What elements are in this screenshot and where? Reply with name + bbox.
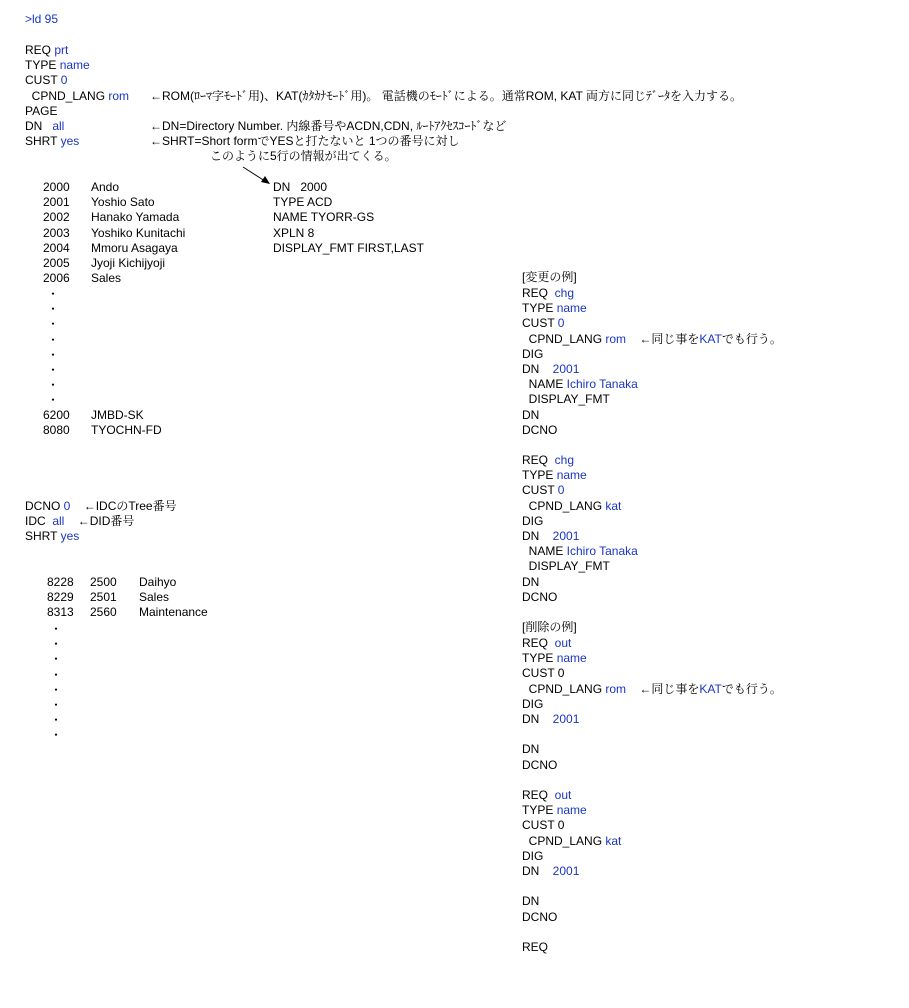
dcno-line <box>25 514 134 529</box>
ellipsis-dot: ・ <box>50 652 63 667</box>
dcno-note: ←DID番号 <box>64 514 135 529</box>
ellipsis-dot: ・ <box>47 332 60 347</box>
ellipsis-dot: ・ <box>50 713 63 728</box>
dn-name: Yoshiko Kunitachi <box>91 225 186 240</box>
ellipsis-dot: ・ <box>47 347 60 362</box>
del-kat-line <box>522 894 539 909</box>
command-line: >ld 95 <box>25 12 59 26</box>
chg-rom-keyword: DN <box>522 362 553 376</box>
ellipsis-dot: ・ <box>47 363 60 377</box>
chg-kat-line <box>522 590 557 605</box>
del-rom-value: 2001 <box>552 712 580 726</box>
chg-kat-value: name <box>556 468 587 483</box>
del-kat-keyword: DN <box>522 864 553 878</box>
prt-value: 0 <box>60 73 68 88</box>
del-rom-line <box>522 682 782 697</box>
prt-value: rom <box>108 88 130 103</box>
del-kat-line <box>522 818 564 833</box>
ellipsis-dot: ・ <box>47 302 60 317</box>
del-rom-line <box>522 636 571 651</box>
chg-rom-keyword: CPND_LANG <box>522 331 606 346</box>
del-rom-keyword: DIG <box>522 696 544 711</box>
del-kat-line <box>522 849 543 864</box>
chg-kat-keyword: DN <box>522 574 540 589</box>
del-rom-keyword: DN <box>522 742 540 757</box>
del-rom-line <box>522 666 564 681</box>
del-rom-note: ←同じ事を <box>626 681 700 696</box>
idc-name: Daihyo <box>139 575 177 589</box>
dn-number: 2006 <box>43 271 70 286</box>
dn-number: 2004 <box>43 240 70 255</box>
delete-example-title: [削除の例] <box>522 620 577 634</box>
ellipsis-dot: ・ <box>50 637 63 652</box>
chg-kat-value: Ichiro Tanaka <box>566 544 638 559</box>
prt-value: name <box>59 58 90 73</box>
change-example-title: [変更の例] <box>522 270 577 284</box>
dcno-value: all <box>52 514 65 529</box>
chg-rom-value: 0 <box>557 316 565 331</box>
dcno-note: ←IDCのTree番号 <box>70 499 177 513</box>
ellipsis-dot: ・ <box>50 728 63 743</box>
prt-line <box>25 73 67 88</box>
chg-rom-keyword: REQ <box>522 286 555 300</box>
dcno-keyword: DCNO <box>25 499 64 513</box>
chg-kat-line <box>522 575 539 590</box>
chg-rom-keyword: DN <box>522 407 540 422</box>
chg-rom-line <box>522 316 564 331</box>
prt-keyword: REQ <box>25 43 55 57</box>
chg-kat-value: kat <box>605 498 622 513</box>
idc-name: Sales <box>139 590 170 605</box>
note-cpnd-lang: ←ROM(ﾛｰﾏ字ﾓｰﾄﾞ用)、KAT(ｶﾀｶﾅﾓｰﾄﾞ用)。 電話機のﾓｰﾄﾞによる。通常ROM, KAT 両方に同じﾃﾞｰﾀを入力する。 <box>150 89 742 103</box>
dn-name: Sales <box>91 271 122 286</box>
dcno-line <box>25 529 79 544</box>
chg-kat-line <box>522 499 621 514</box>
dcno-line <box>25 499 177 514</box>
chg-rom-line <box>522 362 579 377</box>
del-kat-keyword: REQ <box>522 788 555 802</box>
idc-number: 8313 <box>47 605 74 620</box>
dn-number: 2003 <box>43 225 70 240</box>
dn-name: Mmoru Asagaya <box>91 240 178 255</box>
dn-name: Yoshio Sato <box>91 195 155 210</box>
prt-line <box>25 134 79 149</box>
chg-kat-line <box>522 514 543 529</box>
ellipsis-dot: ・ <box>47 287 60 301</box>
del-kat-line <box>522 940 548 955</box>
del-kat-line <box>522 864 579 879</box>
dcno-keyword: SHRT <box>25 529 61 544</box>
chg-rom-line <box>522 377 638 392</box>
chg-rom-keyword: DISPLAY_FMT <box>522 392 610 407</box>
del-rom-value: name <box>556 651 587 666</box>
chg-rom-line <box>522 423 557 438</box>
prt-line <box>25 119 64 134</box>
chg-rom-line <box>522 286 574 301</box>
chg-rom-line <box>522 392 610 407</box>
del-rom-line <box>522 697 543 712</box>
chg-rom-note-tail: でも行う。 <box>721 331 782 346</box>
del-kat-line <box>522 910 557 925</box>
dn-number: 6200 <box>43 408 70 422</box>
del-rom-keyword: CUST 0 <box>522 666 565 681</box>
chg-rom-line <box>522 332 782 347</box>
del-rom-line <box>522 742 539 757</box>
del-kat-keyword: DCNO <box>522 909 558 924</box>
dn-name: Hanako Yamada <box>91 210 180 225</box>
del-kat-value: 2001 <box>552 864 580 878</box>
del-rom-keyword: CPND_LANG <box>522 681 606 696</box>
del-kat-value: name <box>556 803 587 818</box>
chg-kat-keyword: TYPE <box>522 468 557 483</box>
del-kat-keyword: REQ <box>522 940 549 954</box>
chg-kat-line <box>522 483 564 498</box>
chg-kat-line <box>522 453 574 468</box>
dn-name: JMBD-SK <box>91 408 144 422</box>
del-rom-keyword: REQ <box>522 636 555 650</box>
dn-name: Ando <box>91 180 120 194</box>
prt-keyword: DN <box>25 119 53 133</box>
del-kat-value: kat <box>605 833 622 848</box>
prt-keyword: CPND_LANG <box>25 88 109 103</box>
chg-kat-line <box>522 544 638 559</box>
prt-line <box>25 58 90 73</box>
idc-number: 8228 <box>47 575 74 589</box>
idc-dn: 2501 <box>90 590 117 605</box>
chg-kat-keyword: DIG <box>522 513 544 528</box>
chg-rom-note-highlight: KAT <box>699 331 722 346</box>
del-rom-line <box>522 758 557 773</box>
chg-kat-value: 0 <box>557 483 565 498</box>
idc-dn: 2560 <box>90 605 117 620</box>
idc-name: Maintenance <box>139 605 208 620</box>
del-rom-value: rom <box>605 681 627 696</box>
ellipsis-dot: ・ <box>47 317 60 332</box>
chg-rom-note: ←同じ事を <box>626 331 700 346</box>
prt-value: prt <box>54 43 69 57</box>
dcno-value: 0 <box>63 499 71 513</box>
dcno-value: yes <box>60 529 80 544</box>
chg-rom-keyword: DIG <box>522 346 544 361</box>
chg-rom-line <box>522 347 543 362</box>
prt-line <box>25 104 57 119</box>
dn-number: 2005 <box>43 256 70 270</box>
dn-number: 2000 <box>43 180 70 194</box>
dcno-keyword: IDC <box>25 514 53 529</box>
prt-value: yes <box>60 134 80 149</box>
del-kat-keyword: CUST 0 <box>522 818 565 833</box>
del-rom-keyword: DN <box>522 712 553 726</box>
ellipsis-dot: ・ <box>50 698 63 712</box>
del-rom-note-highlight: KAT <box>699 681 722 696</box>
del-rom-line <box>522 651 587 666</box>
chg-kat-keyword: DCNO <box>522 589 558 604</box>
chg-rom-line <box>522 301 587 316</box>
dn-name: Jyoji Kichijyoji <box>91 256 166 270</box>
prt-keyword: SHRT <box>25 134 61 149</box>
chg-kat-keyword: CUST <box>522 483 558 498</box>
chg-kat-line <box>522 559 610 574</box>
long-form-line: XPLN 8 <box>273 225 315 240</box>
chg-kat-keyword: DISPLAY_FMT <box>522 559 610 574</box>
chg-rom-value: Ichiro Tanaka <box>566 377 638 392</box>
del-kat-keyword: DIG <box>522 848 544 863</box>
prt-line <box>25 43 68 58</box>
long-form-line: NAME TYORR-GS <box>273 210 375 225</box>
chg-rom-keyword: CUST <box>522 316 558 331</box>
del-kat-line <box>522 803 587 818</box>
note-dn: ←DN=Directory Number. 内線番号やACDN,CDN, ﾙｰﾄｱｸｾｽｺｰﾄﾞなど <box>150 119 507 133</box>
chg-kat-line <box>522 468 587 483</box>
chg-kat-keyword: DN <box>522 529 553 543</box>
del-kat-line <box>522 788 571 803</box>
del-kat-keyword: DN <box>522 894 540 909</box>
chg-kat-value: 2001 <box>552 529 580 543</box>
del-rom-keyword: TYPE <box>522 651 557 666</box>
dn-number: 2002 <box>43 210 70 225</box>
long-form-line: TYPE ACD <box>273 195 333 210</box>
prt-keyword: TYPE <box>25 58 60 73</box>
chg-rom-keyword: NAME <box>522 377 567 392</box>
note-shrt-2: このように5行の情報が出てくる。 <box>210 149 397 163</box>
dn-name: TYOCHN-FD <box>91 423 162 438</box>
chg-rom-value: rom <box>605 331 627 346</box>
idc-dn: 2500 <box>90 575 117 589</box>
prt-keyword: CUST <box>25 73 61 88</box>
chg-rom-keyword: DCNO <box>522 422 558 437</box>
del-kat-keyword: CPND_LANG <box>522 833 606 848</box>
chg-kat-line <box>522 529 579 544</box>
del-kat-keyword: TYPE <box>522 803 557 818</box>
idc-number: 8229 <box>47 590 74 605</box>
chg-kat-keyword: CPND_LANG <box>522 498 606 513</box>
ellipsis-dot: ・ <box>50 622 63 636</box>
dn-number: 8080 <box>43 423 70 438</box>
del-kat-value: out <box>554 788 572 802</box>
del-rom-keyword: DCNO <box>522 757 558 772</box>
prt-value: all <box>52 119 65 133</box>
del-rom-line <box>522 712 579 727</box>
ellipsis-dot: ・ <box>50 667 63 682</box>
ellipsis-dot: ・ <box>47 378 60 393</box>
del-kat-line <box>522 834 621 849</box>
note-shrt: ←SHRT=Short formでYESと打たないと 1つの番号に対し <box>150 134 460 148</box>
chg-kat-value: chg <box>554 453 575 467</box>
prt-keyword: PAGE <box>25 103 58 118</box>
chg-rom-value: name <box>556 301 587 316</box>
chg-rom-value: 2001 <box>552 362 580 376</box>
chg-kat-keyword: NAME <box>522 544 567 559</box>
del-rom-value: out <box>554 636 572 650</box>
long-form-line: DN 2000 <box>273 180 328 194</box>
ellipsis-dot: ・ <box>50 682 63 697</box>
long-form-line: DISPLAY_FMT FIRST,LAST <box>273 240 424 255</box>
chg-rom-value: chg <box>554 286 575 300</box>
chg-rom-keyword: TYPE <box>522 301 557 316</box>
del-rom-note-tail: でも行う。 <box>721 681 782 696</box>
prt-line <box>25 89 129 104</box>
chg-kat-keyword: REQ <box>522 453 555 467</box>
dn-number: 2001 <box>43 195 70 210</box>
ellipsis-dot: ・ <box>47 393 60 408</box>
chg-rom-line <box>522 408 539 423</box>
